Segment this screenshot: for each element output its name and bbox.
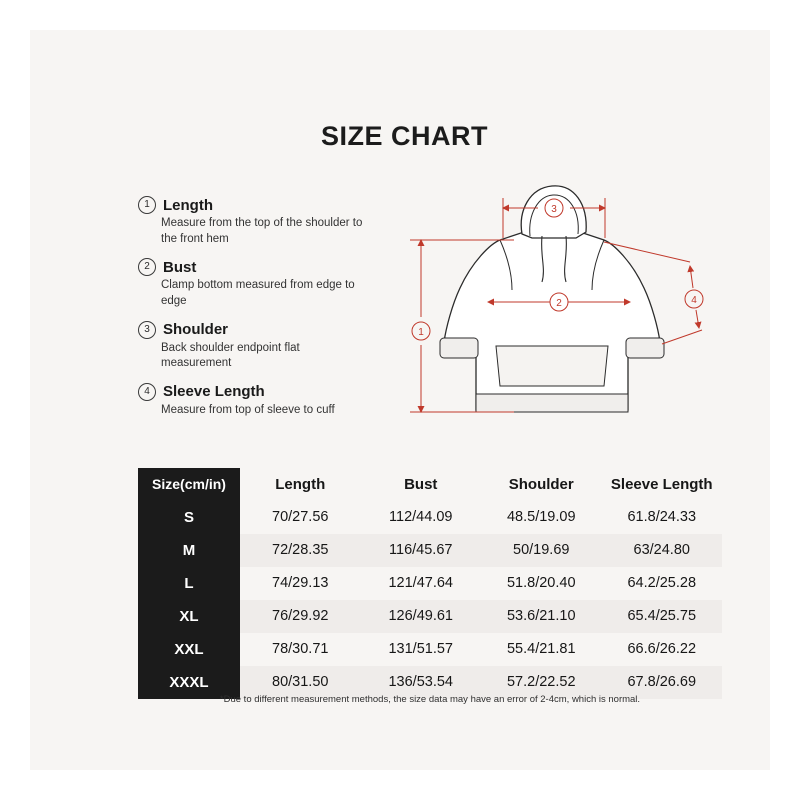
- legend-title-bust: Bust: [163, 258, 197, 276]
- column-header-size: Size(cm/in): [138, 468, 240, 501]
- measurement-footnote: *Due to different measurement methods, the size data may have an error of 2-4cm, which is normal.: [219, 694, 641, 705]
- cell-shoulder: 57.2/22.52: [481, 666, 602, 699]
- column-header-sleeve-length: Sleeve Length: [602, 468, 723, 501]
- legend-item-length: [138, 196, 368, 247]
- legend-item-shoulder: [138, 321, 368, 372]
- table-row: [138, 633, 722, 666]
- cell-bust: 121/47.64: [361, 567, 482, 600]
- diagram-marker-2: 2: [556, 298, 562, 309]
- table-row: [138, 600, 722, 633]
- legend-desc-bust: Clamp bottom measured from edge to edge: [161, 279, 355, 307]
- cell-shoulder: 51.8/20.40: [481, 567, 602, 600]
- legend-desc-sleeve-length: Measure from top of sleeve to cuff: [161, 403, 335, 416]
- cell-size: L: [138, 567, 240, 600]
- marker-4-icon: 4: [138, 383, 156, 401]
- legend-title-shoulder: Shoulder: [163, 321, 229, 338]
- cell-bust: 116/45.67: [361, 534, 482, 567]
- cell-shoulder: 53.6/21.10: [481, 600, 602, 633]
- cell-size: XXXL: [138, 666, 240, 699]
- hoodie-diagram: [390, 170, 730, 450]
- table-row: [138, 567, 722, 600]
- size-table: [138, 468, 722, 699]
- legend-item-sleeve-length: [138, 383, 368, 419]
- size-chart-card: [30, 30, 770, 770]
- page-title: SIZE CHART: [321, 121, 488, 151]
- cell-sleeve: 64.2/25.28: [602, 567, 723, 600]
- cell-length: 78/30.71: [240, 633, 361, 666]
- cell-size: S: [138, 501, 240, 534]
- cell-bust: 136/53.54: [361, 666, 482, 699]
- cell-sleeve: 67.8/26.69: [602, 666, 723, 699]
- legend-item-bust: [138, 258, 368, 309]
- cell-bust: 112/44.09: [361, 501, 482, 534]
- marker-2-icon: 2: [138, 258, 156, 276]
- cell-length: 72/28.35: [240, 534, 361, 567]
- cell-bust: 131/51.57: [361, 633, 482, 666]
- legend-title-length: Length: [163, 196, 213, 214]
- cell-sleeve: 61.8/24.33: [602, 501, 723, 534]
- cell-sleeve: 66.6/26.22: [602, 633, 723, 666]
- cell-sleeve: 65.4/25.75: [602, 600, 723, 633]
- cell-size: XXL: [138, 633, 240, 666]
- table-row: [138, 501, 722, 534]
- cell-sleeve: 63/24.80: [602, 534, 723, 567]
- legend-desc-length: Measure from the top of the shoulder to the front hem: [161, 217, 363, 245]
- cell-shoulder: 55.4/21.81: [481, 633, 602, 666]
- column-header-bust: Bust: [361, 468, 482, 501]
- cell-size: M: [138, 534, 240, 567]
- cell-length: 80/31.50: [240, 666, 361, 699]
- cell-shoulder: 50/19.69: [481, 534, 602, 567]
- table-row: [138, 534, 722, 567]
- hoodie-illustration-svg: [390, 170, 730, 450]
- diagram-marker-3: 3: [551, 204, 557, 215]
- diagram-marker-4: 4: [691, 295, 697, 306]
- legend-title-sleeve-length: Sleeve Length: [163, 383, 265, 401]
- diagram-marker-1: 1: [418, 327, 424, 338]
- legend-desc-shoulder: Back shoulder endpoint flat measurement: [161, 341, 300, 370]
- cell-length: 76/29.92: [240, 600, 361, 633]
- column-header-shoulder: Shoulder: [481, 468, 602, 501]
- marker-1-icon: 1: [138, 196, 156, 214]
- marker-3-icon: 3: [138, 321, 156, 339]
- cell-size: XL: [138, 600, 240, 633]
- cell-length: 70/27.56: [240, 501, 361, 534]
- column-header-length: Length: [240, 468, 361, 501]
- table-header-row: [138, 468, 722, 501]
- cell-length: 74/29.13: [240, 567, 361, 600]
- measurement-legend: [138, 196, 368, 429]
- cell-shoulder: 48.5/19.09: [481, 501, 602, 534]
- cell-bust: 126/49.61: [361, 600, 482, 633]
